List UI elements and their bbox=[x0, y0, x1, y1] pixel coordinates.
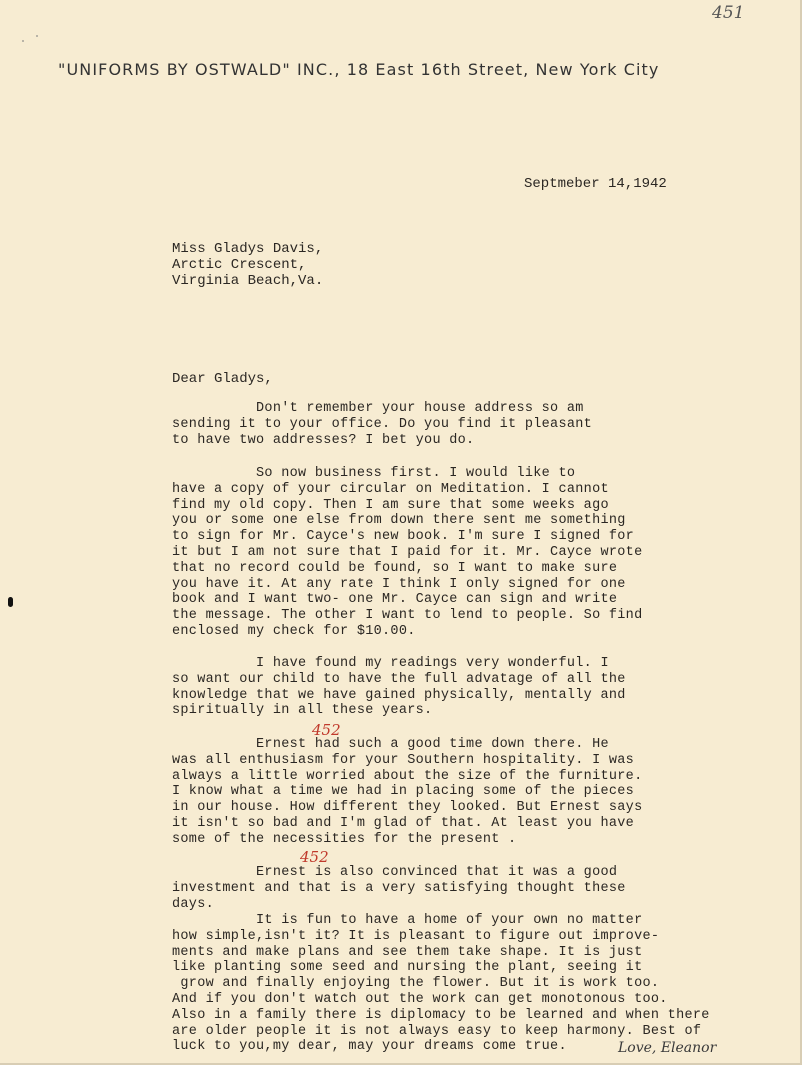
paragraph-line: the message. The other I want to lend to people. So find bbox=[172, 608, 643, 624]
paragraph-line: book and I want two- one Mr. Cayce can sign and write bbox=[172, 592, 618, 608]
paragraph-line: knowledge that we have gained physically, mentally and bbox=[172, 687, 626, 703]
paragraph-line: I have found my readings very wonderful. I bbox=[172, 656, 609, 671]
paragraph-2 bbox=[172, 466, 642, 640]
paragraph-1 bbox=[172, 401, 592, 448]
paper-speck bbox=[36, 35, 38, 37]
paragraph-line: always a little worried about the size of the furniture. bbox=[172, 768, 643, 784]
paragraph-line: are older people it is not always easy to keep harmony. Best of bbox=[172, 1023, 702, 1039]
paragraph-line: So now business first. I would like to bbox=[172, 466, 576, 481]
paragraph-4 bbox=[172, 737, 642, 848]
paragraph-3 bbox=[172, 656, 626, 719]
paragraph-line: sending it to your office. Do you find it pleasant bbox=[172, 416, 593, 432]
paragraph-line: that no record could be found, so I want to make sure bbox=[172, 560, 618, 576]
paragraph-line: have a copy of your circular on Meditation. I cannot bbox=[172, 481, 609, 497]
recipient-line: Virginia Beach,Va. bbox=[172, 273, 324, 289]
paragraph-line: to have two addresses? I bet you do. bbox=[172, 432, 475, 448]
paragraph-line: investment and that is a very satisfying thought these bbox=[172, 880, 626, 896]
paragraph-line: spiritually in all these years. bbox=[172, 703, 433, 719]
paragraph-line: was all enthusiasm for your Southern hospitality. I was bbox=[172, 752, 635, 768]
recipient-line: Arctic Crescent, bbox=[172, 257, 307, 273]
paper-speck bbox=[22, 40, 24, 42]
paragraph-line: luck to you,my dear, may your dreams come true. bbox=[172, 1039, 567, 1055]
paragraph-line: I know what a time we had in placing some of the pieces bbox=[172, 784, 635, 800]
paragraph-line: days. bbox=[172, 896, 215, 912]
annotation-452: 452 bbox=[300, 848, 329, 866]
paragraph-line: And if you don't watch out the work can get monotonous too. bbox=[172, 991, 668, 1007]
paragraph-line: Don't remember your house address so am bbox=[172, 401, 584, 416]
salutation: Dear Gladys, bbox=[172, 371, 273, 387]
paragraph-5 bbox=[172, 865, 626, 912]
archive-number: 451 bbox=[712, 3, 745, 23]
paragraph-line: find my old copy. Then I am sure that some weeks ago bbox=[172, 497, 609, 513]
paragraph-line: Ernest had such a good time down there. He bbox=[172, 737, 609, 752]
paragraph-line: grow and finally enjoying the flower. But it is work too. bbox=[172, 976, 660, 992]
paragraph-line: like planting some seed and nursing the plant, seeing it bbox=[172, 960, 643, 976]
paragraph-line: Ernest is also convinced that it was a good bbox=[172, 865, 618, 880]
paragraph-line: you or some one else from down there sent me something bbox=[172, 513, 626, 529]
ink-blot bbox=[8, 597, 13, 607]
paragraph-line: how simple,isn't it? It is pleasant to figure out improve- bbox=[172, 928, 660, 944]
paragraph-line: some of the necessities for the present . bbox=[172, 831, 517, 847]
letterhead: "UNIFORMS BY OSTWALD" INC., 18 East 16th Street, New York City bbox=[58, 60, 660, 79]
letter-date: Septmeber 14,1942 bbox=[524, 176, 667, 192]
annotation-452: 452 bbox=[312, 721, 341, 739]
paragraph-6 bbox=[172, 913, 710, 1055]
paragraph-line: It is fun to have a home of your own no matter bbox=[172, 913, 643, 928]
paragraph-line: Also in a family there is diplomacy to be learned and when there bbox=[172, 1007, 710, 1023]
paragraph-line: it but I am not sure that I paid for it. Mr. Cayce wrote bbox=[172, 544, 643, 560]
paragraph-line: enclosed my check for $10.00. bbox=[172, 623, 416, 639]
paragraph-line: you have it. At any rate I think I only signed for one bbox=[172, 576, 626, 592]
paragraph-line: so want our child to have the full advatage of all the bbox=[172, 671, 626, 687]
paragraph-line: in our house. How different they looked. But Ernest says bbox=[172, 800, 643, 816]
recipient-line: Miss Gladys Davis, bbox=[172, 241, 324, 257]
paragraph-line: to sign for Mr. Cayce's new book. I'm sure I signed for bbox=[172, 529, 635, 545]
paragraph-line: ments and make plans and see them take shape. It is just bbox=[172, 944, 643, 960]
recipient-address bbox=[172, 241, 323, 289]
handwritten-signature: Love, Eleanor bbox=[618, 1040, 717, 1056]
paragraph-line: it isn't so bad and I'm glad of that. At least you have bbox=[172, 815, 635, 831]
